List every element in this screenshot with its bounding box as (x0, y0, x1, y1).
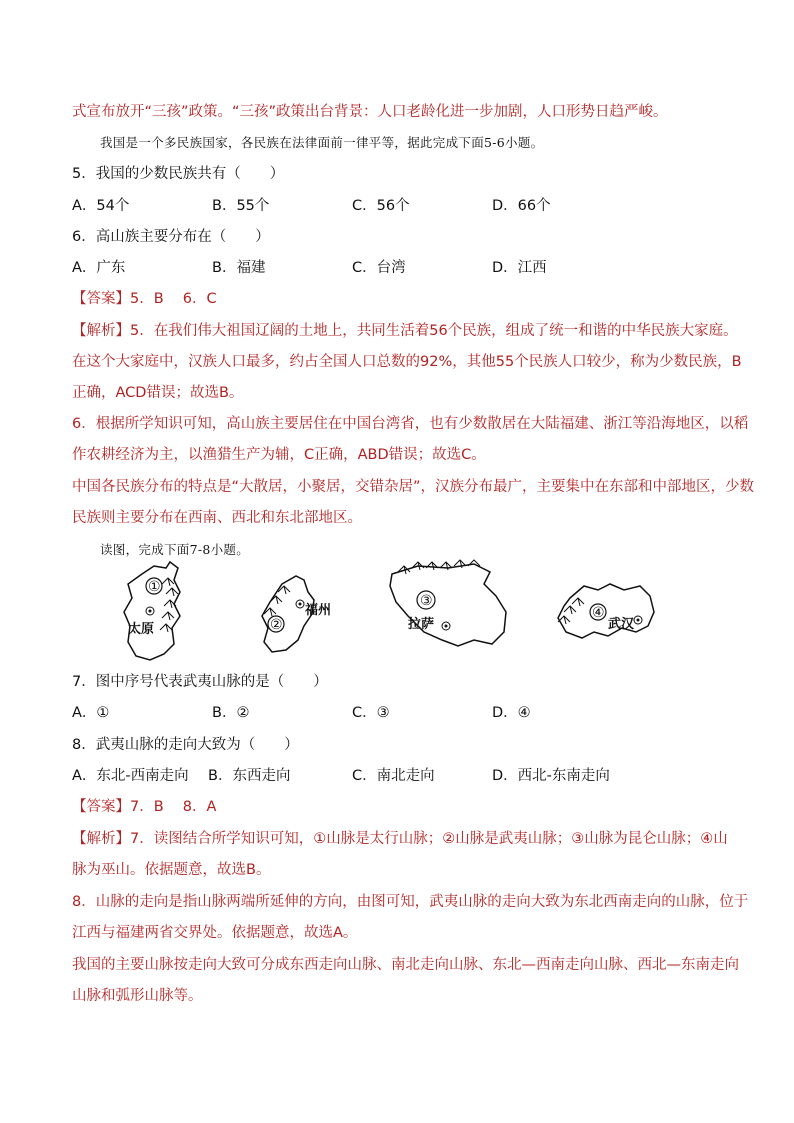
option-b: B．东西走向 (208, 768, 291, 784)
option-a: A．广东 (72, 260, 126, 276)
option-d: D．江西 (492, 260, 547, 276)
question-8-stem: 8．武夷山脉的走向大致为（ ） (72, 737, 299, 753)
province-maps-figure (110, 556, 670, 666)
analysis-7-8-line4: 江西与福建两省交界处。依据题意，故选A。 (72, 925, 358, 941)
map-city-label: 福州 (305, 603, 332, 618)
analysis-7-8-line6: 山脉和弧形山脉等。 (72, 988, 203, 1004)
analysis-tag: 【解析】 (72, 323, 130, 339)
map-city-label: 太原 (128, 622, 155, 637)
answer-text: 7．B 8．A (130, 799, 217, 815)
top-text: 式宣布放开“三孩”政策。“三孩”政策出台背景：人口老龄化进一步加剧，人口形势日趋严峻。 (72, 104, 668, 120)
map-2-fujian (242, 556, 362, 666)
answer-7-8 (72, 797, 216, 817)
option-c: C．56个 (352, 198, 410, 214)
answer-tag: 【答案】 (72, 799, 130, 815)
map-4-hubei (550, 556, 670, 666)
option-a: A．① (72, 705, 110, 721)
option-c: C．台湾 (352, 260, 406, 276)
option-a: A．54个 (72, 198, 130, 214)
map-number: ① (148, 579, 161, 595)
option-b: B．福建 (212, 260, 266, 276)
map-number: ② (270, 617, 283, 633)
map-city-label: 武汉 (608, 617, 635, 632)
option-c: C．③ (352, 705, 390, 721)
analysis-text: 5．在我们伟大祖国辽阔的土地上，共同生活着56个民族，组成了统一和谐的中华民族大家庭。 (130, 323, 738, 339)
analysis-7-8-line3: 8．山脉的走向是指山脉两端所延伸的方向，由图可知，武夷山脉的走向大致为东北西南走向的山脉，位于 (72, 894, 749, 910)
option-a: A．东北-西南走向 (72, 768, 189, 784)
option-b: B．55个 (212, 198, 270, 214)
analysis-5-6-line2: 在这个大家庭中，汉族人口最多，约占全国人口总数的92%，其他55个民族人口较少，称为少数民族，B (72, 354, 742, 370)
option-b: B．② (212, 705, 250, 721)
analysis-text: 7．读图结合所学知识可知，①山脉是太行山脉；②山脉是武夷山脉；③山脉为昆仑山脉；④山 (130, 831, 728, 847)
question-6-stem: 6．高山族主要分布在（ ） (72, 229, 270, 245)
analysis-7-8-line2: 脉为巫山。依据题意，故选B。 (72, 862, 271, 878)
map-city-label: 拉萨 (408, 617, 435, 632)
analysis-5-6-line5: 作农耕经济为主，以渔猎生产为辅，C正确，ABD错误；故选C。 (72, 447, 486, 463)
map-1-shanxi (110, 556, 210, 666)
map-number: ④ (592, 605, 605, 621)
option-d: D．④ (492, 705, 531, 721)
analysis-5-6-line3: 正确，ACD错误；故选B。 (72, 385, 244, 401)
analysis-5-6-line4: 6．根据所学知识可知，高山族主要居住在中国台湾省，也有少数散居在大陆福建、浙江等沿海地区，以稻 (72, 416, 749, 432)
intro-7-8: 读图，完成下面7-8小题。 (100, 542, 250, 557)
answer-tag: 【答案】 (72, 291, 130, 307)
analysis-tag: 【解析】 (72, 831, 130, 847)
map-3-tibet (378, 556, 528, 666)
answer-text: 5．B 6．C (130, 291, 217, 307)
option-c: C．南北走向 (352, 768, 435, 784)
question-7-stem: 7．图中序号代表武夷山脉的是（ ） (72, 674, 328, 690)
option-d: D．66个 (492, 198, 551, 214)
map-number: ③ (420, 593, 433, 609)
intro-5-6: 我国是一个多民族国家，各民族在法律面前一律平等，据此完成下面5-6小题。 (100, 135, 544, 150)
question-5-stem: 5．我国的少数民族共有（ ） (72, 166, 285, 182)
analysis-5-6-line7: 民族则主要分布在西南、西北和东北部地区。 (72, 510, 362, 526)
answer-5-6 (72, 289, 217, 309)
option-d: D．西北-东南走向 (492, 768, 610, 784)
analysis-7-8-line5: 我国的主要山脉按走向大致可分成东西走向山脉、南北走向山脉、东北—西南走向山脉、西北—东南走向 (72, 957, 739, 973)
analysis-7-8-line1 (72, 829, 728, 849)
analysis-5-6-line1 (72, 321, 738, 341)
analysis-5-6-line6: 中国各民族分布的特点是“大散居，小聚居，交错杂居”，汉族分布最广，主要集中在东部和中部地区，少数 (72, 479, 755, 495)
